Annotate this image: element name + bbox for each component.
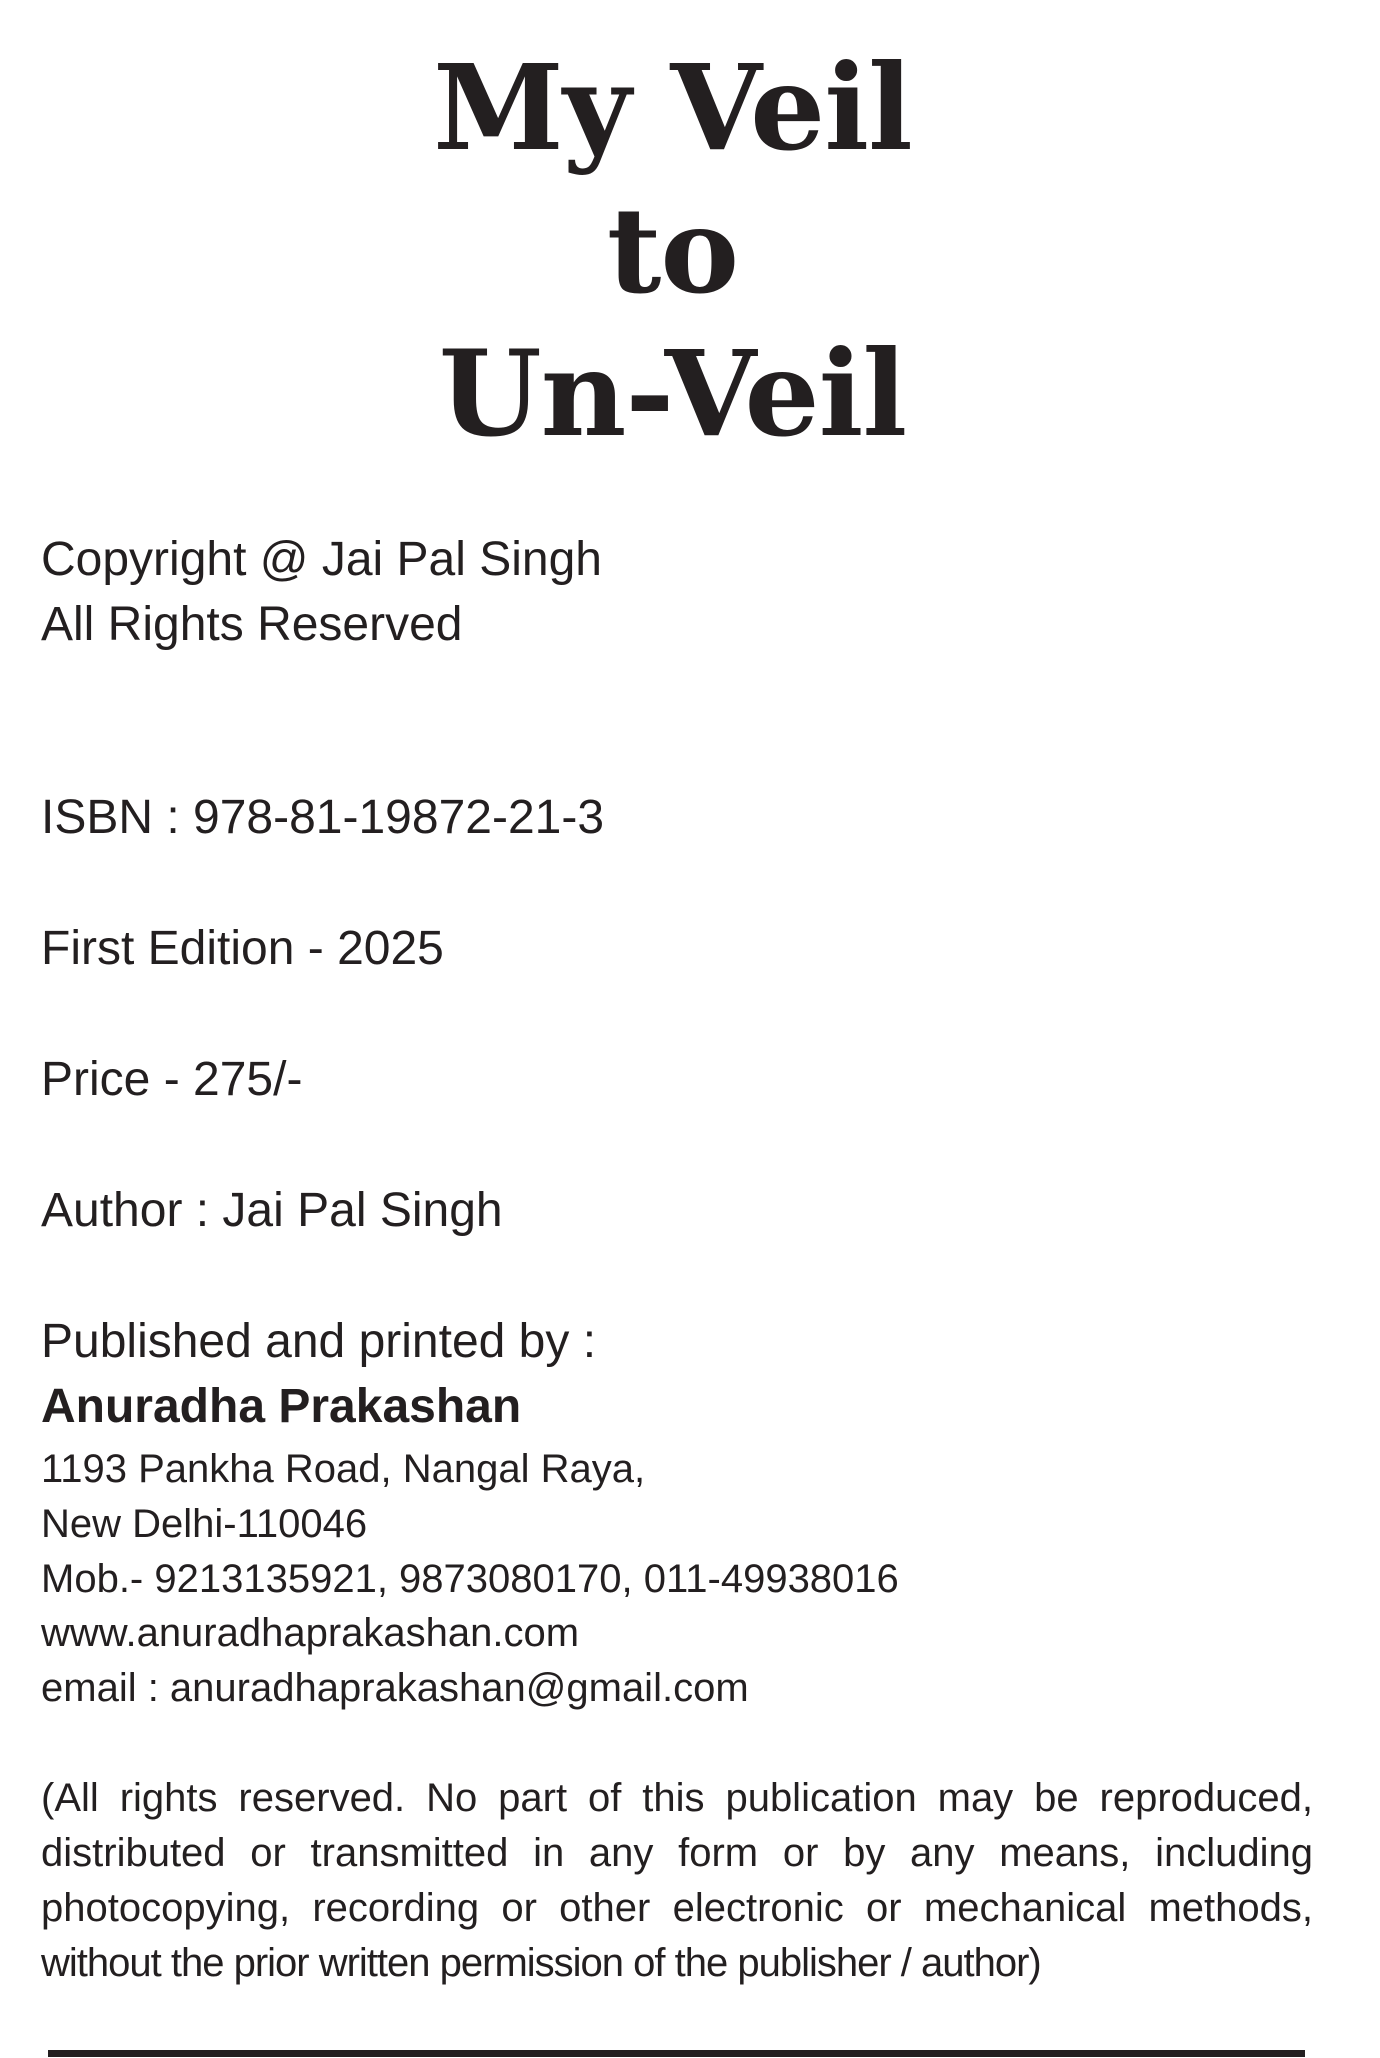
copyright-rights: All Rights Reserved [41,598,463,651]
price: Price - 275/- [41,1053,303,1106]
book-title [0,36,1345,465]
publisher-website: www.anuradhaprakashan.com [41,1611,580,1655]
book-title-line-2: to [606,181,739,320]
rights-notice-line-4: without the prior written permission of the publisher / author) [41,1941,1041,1985]
author: Author : Jai Pal Singh [41,1184,503,1237]
publisher-email: email : anuradhaprakashan@gmail.com [41,1666,749,1710]
copyright-holder: Copyright @ Jai Pal Singh [41,533,602,586]
publisher-address-line-1: 1193 Pankha Road, Nangal Raya, [41,1447,646,1491]
publisher-address-line-2: New Delhi-110046 [41,1502,368,1546]
publisher-name: Anuradha Prakashan [41,1380,522,1433]
rights-notice [41,1771,1313,1991]
rights-notice-line-1: (All rights reserved. No part of this publication may be reproduced, [41,1776,1313,1820]
rights-notice-line-3: photocopying, recording or other electronic or mechanical methods, [41,1886,1313,1930]
isbn: ISBN : 978-81-19872-21-3 [41,791,605,844]
publisher-phone: Mob.- 9213135921, 9873080170, 011-49938016 [41,1557,899,1601]
bottom-rule [48,2050,1305,2057]
edition: First Edition - 2025 [41,922,444,975]
book-title-line-3: Un-Veil [438,324,907,463]
rights-notice-line-2: distributed or transmitted in any form or by any means, including [41,1831,1313,1875]
book-title-line-1: My Veil [433,38,912,177]
publisher-intro: Published and printed by : [41,1315,597,1368]
